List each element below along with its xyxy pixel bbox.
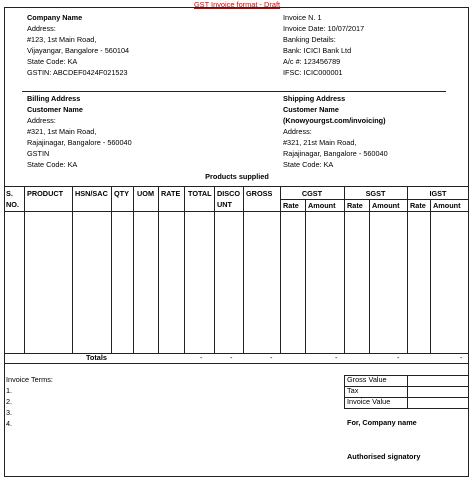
invoice-value-label: Invoice Value (347, 397, 391, 406)
billing-customer-name: Customer Name (27, 105, 83, 114)
total-dash: - (200, 353, 203, 362)
header-rate: RATE (161, 189, 181, 198)
address-divider (22, 91, 446, 92)
header-product: PRODUCT (27, 189, 64, 198)
header-igst-rate: Rate (410, 201, 426, 210)
header-discount: DISCO (217, 189, 241, 198)
company-address-line2: Vijayangar, Bangalore - 560104 (27, 46, 130, 55)
table-header-bottom-line (4, 211, 469, 212)
header-hsn-sac: HSN/SAC (75, 189, 108, 198)
table-top-line (4, 186, 469, 187)
header-sno: S. (6, 189, 13, 198)
total-dash: - (397, 353, 400, 362)
header-qty: QTY (114, 189, 129, 198)
col-sep (133, 186, 134, 353)
col-sep (72, 186, 73, 353)
header-sgst-rate: Rate (347, 201, 363, 210)
company-address-label: Address: (27, 24, 56, 33)
ifsc-code: IFSC: ICIC000001 (283, 68, 343, 77)
col-sep (369, 199, 370, 353)
for-company-name: For, Company name (347, 418, 417, 427)
invoice-term-item: 1. (6, 386, 13, 395)
invoice-term-item: 3. (6, 408, 13, 417)
header-sgst: SGST (365, 189, 386, 198)
invoice-number: Invoice N. 1 (283, 13, 322, 22)
invoice-term-item: 2. (6, 397, 13, 406)
col-sep (243, 186, 244, 353)
col-sep (430, 199, 431, 353)
header-igst: IGST (429, 189, 447, 198)
col-sep (184, 186, 185, 353)
summary-mid-border (407, 375, 408, 408)
shipping-state-code: State Code: KA (283, 160, 334, 169)
header-sno-2: NO. (6, 200, 19, 209)
company-gstin: GSTIN: ABCDEF0424F021523 (27, 68, 128, 77)
header-total: TOTAL (188, 189, 212, 198)
bank-name: Bank: ICICI Bank Ltd (283, 46, 352, 55)
gross-value-label: Gross Value (347, 375, 387, 384)
shipping-website: (Knowyourgst.com/invoicing) (283, 116, 386, 125)
header-cgst: CGST (301, 189, 323, 198)
total-dash: - (270, 353, 273, 362)
summary-line (344, 408, 469, 409)
invoice-term-item: 4. (6, 419, 13, 428)
shipping-address-line1: #321, 21st Main Road, (283, 138, 357, 147)
invoice-date: Invoice Date: 10/07/2017 (283, 24, 365, 33)
company-state-code: State Code: KA (27, 57, 78, 66)
account-number: A/c #: 123456789 (283, 57, 341, 66)
header-uom: UOM (137, 189, 155, 198)
col-sep (158, 186, 159, 353)
billing-address-label: Address: (27, 116, 56, 125)
col-sep (280, 186, 281, 353)
billing-state-code: State Code: KA (27, 160, 78, 169)
shipping-customer-name: Customer Name (283, 105, 339, 114)
authorised-signatory: Authorised signatory (347, 452, 421, 461)
company-name: Company Name (27, 13, 83, 22)
col-sep (407, 186, 408, 353)
total-dash: - (230, 353, 233, 362)
total-dash: - (460, 353, 463, 362)
header-gross: GROSS (246, 189, 273, 198)
billing-gstin: GSTIN (27, 149, 50, 158)
col-sep (214, 186, 215, 353)
products-supplied-title: Products supplied (205, 172, 269, 181)
totals-label: Totals (86, 353, 107, 362)
shipping-address-line2: Rajajinagar, Bangalore - 560040 (283, 149, 388, 158)
header-igst-amount: Amount (433, 201, 461, 210)
shipping-address-title: Shipping Address (283, 94, 346, 103)
col-sep (24, 186, 25, 353)
header-cgst-amount: Amount (308, 201, 336, 210)
summary-left-border (344, 375, 345, 408)
col-sep (305, 199, 306, 353)
billing-address-line2: Rajajinagar, Bangalore - 560040 (27, 138, 132, 147)
tax-subheader-line (280, 199, 469, 200)
col-sep (344, 186, 345, 353)
billing-address-title: Billing Address (27, 94, 81, 103)
tax-label: Tax (347, 386, 359, 395)
header-discount-2: UNT (217, 200, 232, 209)
header-cgst-rate: Rate (283, 201, 299, 210)
header-sgst-amount: Amount (372, 201, 400, 210)
banking-details-label: Banking Details: (283, 35, 336, 44)
document-title: GST Invoice format - Draft (193, 0, 281, 9)
col-sep (111, 186, 112, 353)
totals-bottom-line (4, 363, 469, 364)
shipping-address-label: Address: (283, 127, 312, 136)
total-dash: - (335, 353, 338, 362)
billing-address-line1: #321, 1st Main Road, (27, 127, 97, 136)
company-address-line1: #123, 1st Main Road, (27, 35, 97, 44)
invoice-terms-title: Invoice Terms: (6, 375, 53, 384)
